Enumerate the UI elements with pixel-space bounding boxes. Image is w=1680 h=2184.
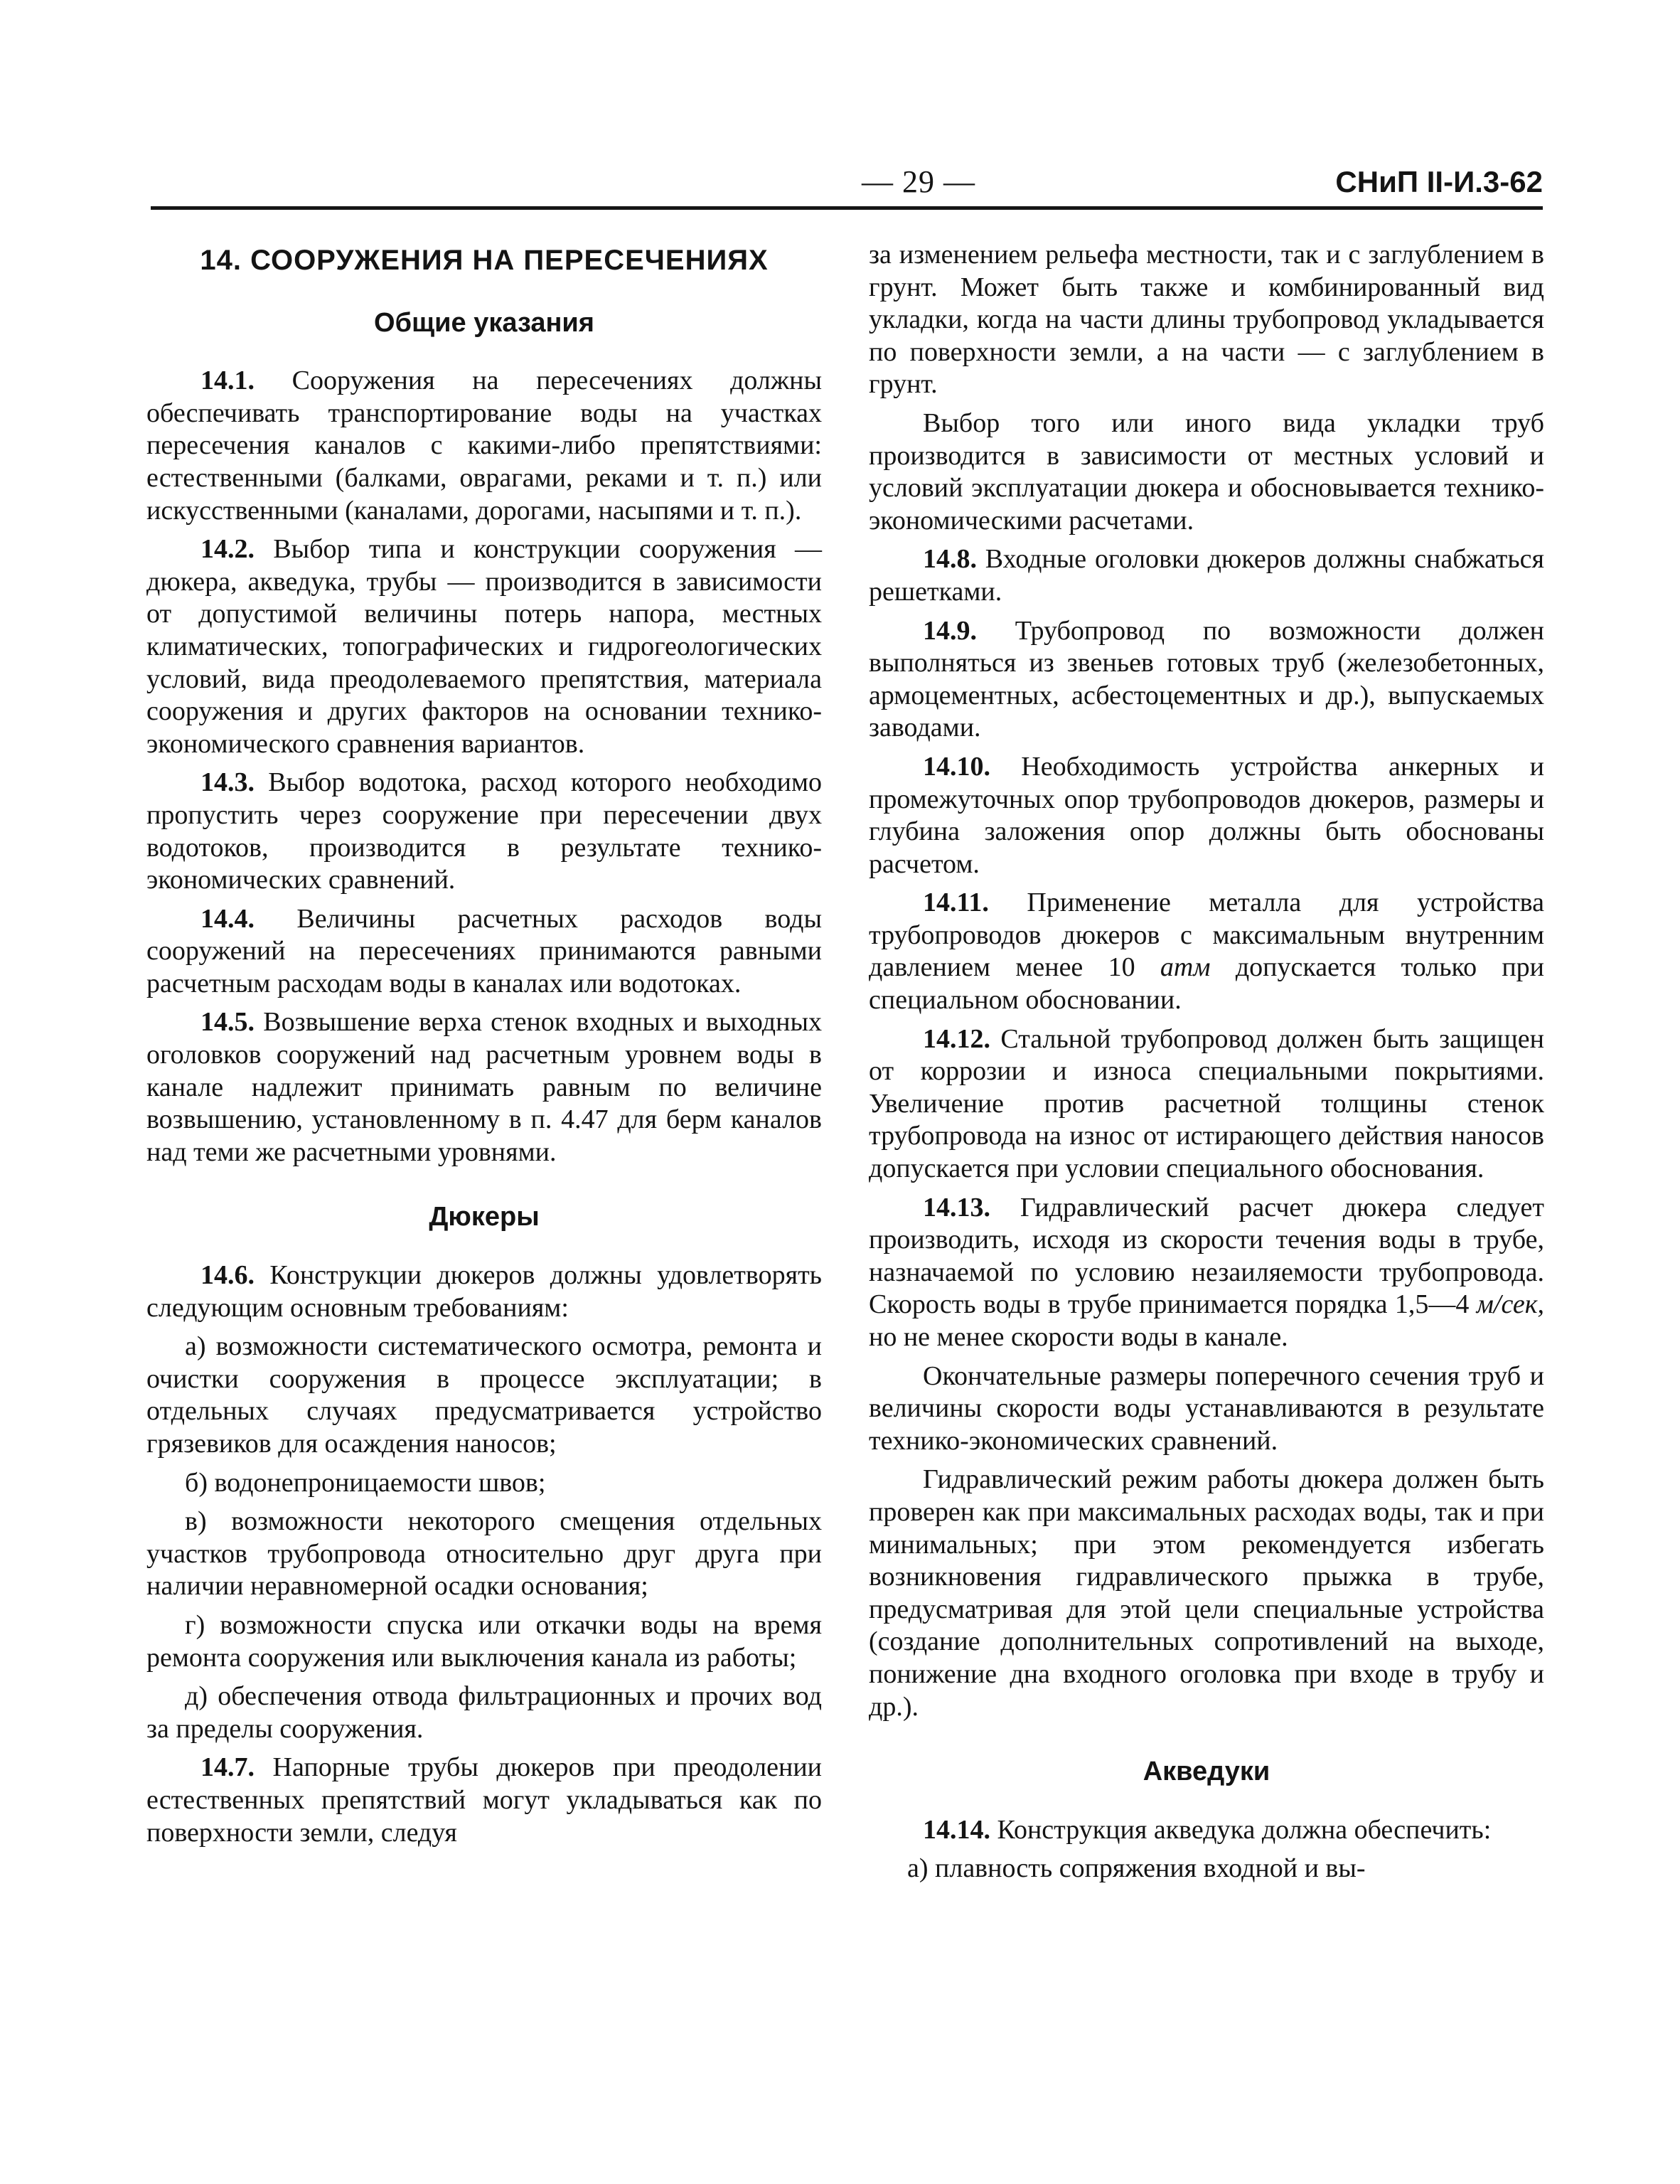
clause-14-5 (146, 1006, 822, 1168)
subsection-title-aqueducts: Акведуки (1143, 1757, 1270, 1787)
clause-14-14 (869, 1814, 1544, 1847)
clause-number: 14.9. (923, 615, 977, 646)
clause-number: 14.6. (200, 1260, 255, 1291)
clause-14-1 (146, 365, 822, 527)
clause-14-3 (146, 767, 822, 896)
clause-text: Возвышение верха стенок входных и выходных оголовков сооружений над расчетным уровнем воды в канале надлежит принимать равным по величине возвышению, установленному в п. 4.47 для берм каналов над теми же расчетными уровнями. (146, 1007, 823, 1167)
clause-14-13-paragraph-3: Гидравлический режим работы дюкера должен быть проверен как при максимальных расходах воды, так и при минимальных; при этом рекомендуется избегать возникновения гидравлического прыжка в трубе, предусматривая для этой цели специальные устройства (создание дополнительных сопротивлений на выходе, понижение дна входного оголовка при входе в трубу и др.). (869, 1464, 1544, 1722)
clause-text: Конструкции дюкеров должны удовлетворять следующим основным требованиям: (146, 1260, 822, 1323)
clause-text: но не менее скорости воды в канале. (869, 1322, 1288, 1352)
clause-14-8 (869, 543, 1544, 608)
clause-14-9 (869, 615, 1544, 745)
page-header (151, 161, 1543, 205)
subsection-title-dukers: Дюкеры (429, 1202, 540, 1232)
unit-atm: атм (1160, 952, 1211, 983)
clause-14-6 (146, 1259, 822, 1324)
clause-number: 14.11. (923, 888, 989, 918)
left-column (146, 239, 822, 1855)
clause-number: 14.7. (200, 1752, 255, 1783)
page-number: — 29 — (862, 164, 975, 199)
list-item-a: а) плавность сопряжения входной и вы- (907, 1853, 1366, 1884)
clause-text: допускается только при специальном обосновании. (869, 952, 1545, 1016)
document-code: СНиП II-И.3-62 (1335, 165, 1543, 198)
header-rule (151, 206, 1543, 210)
list-item-a: а) возможности систематического осмотра, ремонта и очистки сооружения в процессе эксплуатации; в отдельных случаях предусматривается устройство грязевиков для осаждения наносов; (146, 1331, 822, 1459)
clause-number: 14.10. (923, 751, 990, 782)
clause-14-7-continuation: за изменением рельефа местности, так и с заглублением в грунт. Может быть также и комбинированный вид укладки, когда на части длины трубопровод укладывается по поверхности земли, а на части — с заглублением в грунт. (869, 240, 1544, 400)
clause-text: Применение металла для устройства трубопроводов дюкеров с максимальным внутренним давлением менее 10 (869, 888, 1544, 983)
clause-text: Необходимость устройства анкерных и промежуточных опор трубопроводов дюкеров, размеры и глубина заложения опор должны быть обоснованы расчетом. (869, 751, 1544, 879)
clause-number: 14.8. (923, 544, 977, 575)
clause-14-11 (869, 887, 1544, 1016)
clause-number: 14.5. (200, 1007, 255, 1038)
clause-number: 14.2. (200, 534, 255, 565)
clause-text: Выбор типа и конструкции сооружения — дюкера, акведука, трубы — производится в зависимости от допустимой величины потерь напора, местных климатических, топографических и гидрогеологических условий, вида преодолеваемого препятствия, материала сооружения и других факторов на основании технико-экономического сравнения вариантов. (146, 534, 823, 759)
clause-text: Величины расчетных расходов воды сооружений на пересечениях принимаются равными расчетным расходам воды в каналах или водотоках. (146, 903, 823, 998)
right-column (869, 239, 1544, 1892)
clause-number: 14.1. (200, 366, 255, 396)
clause-number: 14.14. (923, 1814, 990, 1845)
clause-text: Напорные трубы дюкеров при преодолении естественных препятствий могут укладываться как по поверхности земли, следуя (146, 1752, 823, 1848)
clause-text: Гидравлический расчет дюкера следует производить, исходя из скорости течения воды в трубе, назначаемой по условию незаиляемости трубопровода. Скорость воды в трубе принимается порядка 1,5—4 (869, 1192, 1544, 1320)
section-title: 14. СООРУЖЕНИЯ НА ПЕРЕСЕЧЕНИЯХ (200, 245, 769, 276)
clause-14-12 (869, 1023, 1544, 1186)
clause-text: Стальной трубопровод должен быть защищен от коррозии и износа специальными покрытиями. Увеличение против расчетной толщины стенок трубопровода на износ от истирающего действия наносов допускается при условии специального обоснования. (869, 1023, 1545, 1184)
unit-m-per-sec: м/сек, (1476, 1289, 1544, 1320)
clause-number: 14.3. (200, 767, 255, 798)
clause-number: 14.12. (923, 1023, 990, 1054)
clause-14-7 (146, 1752, 822, 1849)
clause-text: Конструкция акведука должна обеспечить: (997, 1814, 1492, 1845)
clause-text: Входные оголовки дюкеров должны снабжаться решетками. (869, 544, 1544, 607)
clause-14-7-paragraph-2: Выбор того или иного вида укладки труб производится в зависимости от местных условий и условий эксплуатации дюкера и обосновывается технико-экономическими расчетами. (869, 407, 1544, 536)
list-item-v: в) возможности некоторого смещения отдельных участков трубопровода относительно друг друга при наличии неравномерной осадки основания; (146, 1506, 822, 1602)
clause-14-10 (869, 751, 1544, 880)
subsection-title-general: Общие указания (374, 307, 594, 338)
clause-number: 14.13. (923, 1192, 990, 1222)
clause-text: Трубопровод по возможности должен выполняться из звеньев готовых труб (железобетонных, армоцементных, асбестоцементных и др.), выпускаемых заводами. (869, 615, 1545, 743)
clause-14-2 (146, 533, 822, 760)
clause-text: Сооружения на пересечениях должны обеспечивать транспортирование воды на участках пересечения каналов с какими-либо препятствиями: естественными (балками, оврагами, реками и т. п.) или искусственными (каналами, дорогами, насыпями и т. п.). (146, 366, 822, 526)
clause-14-4 (146, 903, 822, 1001)
list-item-d: д) обеспечения отвода фильтрационных и прочих вод за пределы сооружения. (146, 1681, 822, 1744)
clause-text: Выбор водотока, расход которого необходимо пропустить через сооружение при пересечении двух водотоков, производится в результате технико-экономических сравнений. (146, 767, 822, 895)
clause-number: 14.4. (200, 903, 255, 934)
list-item-b: б) водонепроницаемости швов; (185, 1467, 546, 1498)
clause-14-13 (869, 1192, 1544, 1354)
list-item-g: г) возможности спуска или откачки воды на время ремонта сооружения или выключения канала из работы; (146, 1609, 822, 1673)
clause-14-13-paragraph-2: Окончательные размеры поперечного сечения труб и величины скорости воды устанавливаются в результате технико-экономических сравнений. (869, 1360, 1544, 1456)
